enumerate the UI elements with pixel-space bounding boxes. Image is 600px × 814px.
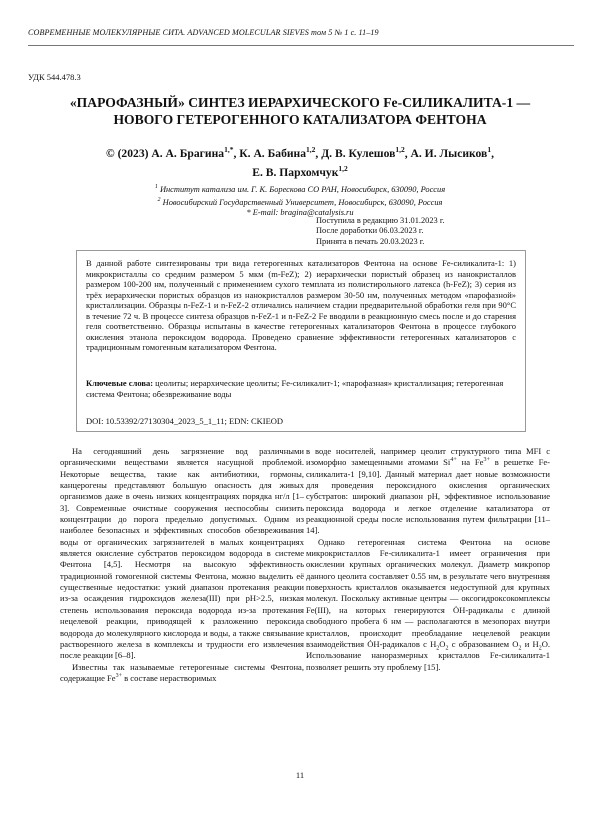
abstract-text: В данной работе синтезированы три вида гетерогенных катализаторов Фентона на основе Fe-силикалита-1: 1) микрокристаллы со средним размером 5 мкм (m-FeZ); 2) иерархически пористый образец из нанокристаллов размером 100-200 нм, полученный с применением сухого темплата из полистирольного латекса (h-FeZ); 3) серия из трёх иерархически пористых образцов из нанокристаллов размером 30-50 нм, полученных методом «парофазной» кристаллизации. Образцы n-FeZ-1 и n-FeZ-2 отличались наличием стадии предварительной обработки геля при 90°C в течение 72 ч. В процессе синтеза образцов n-FeZ-1 и n-FeZ-2 Fe вводили в реакционную смесь после и до старения геля соответственно. Образцы испытаны в качестве гетерогенных катализаторов Фентона в процессе глубокого окисления этанола пероксидом водорода. Проведено сравнение эффективности гетерогенных катализаторов с традиционным гомогенным катализатором Фентона. — [86, 258, 516, 353]
paragraph: На сегодняшний день загрязнение вод различными органическими веществами является насущной проблемой. Некоторые вещества, такие как антибиотики, гормоны, канцерогены представляют большую опасность для живых организмов даже в очень низких концентрациях порядка нг/л [1–3]. Современные очистные сооружения неспособны снизить концентрации до порога предельно допустимых. Одним из наиболее безопасных и эффективных способов обезвреживания воды от органических загрязнителей в малых концентрациях является окисление субстратов пероксидом водорода в системе Фентона [4,5]. Несмотря на высокую эффективность традиционной гомогенной системы Фентона, можно выделить её существенные недостатки: узкий диапазон протекания реакции из-за осаждения гидроксидов железа(III) при pH>2.5, низкая степень использования пероксида водорода из-за протекания нецелевой реакции, приводящей к разложению пероксида водорода до молекулярного кислорода и воды, а также связывание растворенного железа в комплексы и трудности его извлечения после реакции [6–8]. — [60, 446, 304, 661]
author-lysikov: , А. И. Лысиков — [404, 146, 488, 160]
author-comma: , — [491, 146, 494, 160]
author-sup: 1,2 — [395, 145, 405, 154]
subscript: 2 — [538, 645, 542, 652]
paragraph — [306, 446, 550, 537]
text-run: на Fe — [456, 457, 484, 468]
author-kuleshov: , Д. В. Кулешов — [315, 146, 396, 160]
article-dates — [316, 216, 516, 247]
date-received: Поступила в редакцию 31.01.2023 г. — [316, 216, 445, 225]
header-rule — [28, 45, 574, 46]
paragraph — [60, 662, 304, 685]
subscript: 2 — [445, 645, 449, 652]
page-number: 11 — [295, 770, 305, 780]
body-column-left — [60, 446, 304, 684]
keywords-text: цеолиты; иерархические цеолиты; Fe-силикалит-1; «парофазная» кристаллизация; гетерогенная система Фентона; обезвреживание воды — [86, 378, 504, 399]
author-sup: 1,2 — [306, 145, 316, 154]
affiliation-text: Новосибирский Государственный Университет, Новосибирск, 630090, Россия — [160, 197, 443, 207]
article-title: «ПАРОФАЗНЫЙ» СИНТЕЗ ИЕРАРХИЧЕСКОГО Fe-СИЛИКАЛИТА-1 — НОВОГО ГЕТЕРОГЕННОГО КАТАЛИЗАТОРА ФЕНТОНА — [69, 95, 531, 127]
author-parkhomchuk: Е. В. Пархомчук — [252, 165, 339, 179]
paragraph — [306, 537, 550, 673]
affiliations — [80, 182, 520, 218]
text-run: в воде носителей, например цеолит структурного типа MFI с изоморфно замещенными атомами Si — [306, 446, 550, 468]
keywords-label: Ключевые слова: — [86, 378, 154, 388]
superscript: 4+ — [450, 457, 457, 464]
affiliation-2 — [80, 195, 520, 208]
text-run: в решетке Fe-силикалита-1 [9,10]. Данный материал дает новые возможности для проведения пероксидного окисления органических субстратов: широкий диапазон pH, эффективное использование пероксида водорода и легкое отделение катализатора от реакционной среды после использования путем фильтрации [11–14]. — [306, 457, 550, 536]
udk-code: УДК 544.478.3 — [28, 72, 81, 82]
author-sup: 1 — [487, 145, 492, 154]
text-run: Известны так называемые гетерогенные системы Фентона, содержащие Fe — [60, 661, 304, 683]
superscript: 3+ — [115, 673, 122, 680]
affiliation-1 — [80, 182, 520, 195]
affiliation-number: 2 — [157, 197, 161, 203]
body-column-right — [306, 446, 550, 673]
author-sup: 1,2 — [338, 163, 348, 173]
text-run: O — [439, 638, 446, 649]
text-run: O. Использование наноразмерных кристаллов Fe-силикалита-1 позволяет решить эту проблему [15]. — [306, 638, 550, 672]
affiliation-number: 1 — [154, 184, 158, 190]
affiliation-text: Институт катализа им. Г. К. Борескова СО РАН, Новосибирск, 630090, Россия — [157, 184, 446, 194]
date-accepted: Принята в печать 20.03.2023 г. — [316, 236, 425, 246]
text-run: с образованием O — [448, 638, 519, 649]
superscript: 3+ — [483, 457, 490, 464]
text-run: в составе нерастворимых — [121, 672, 217, 683]
date-revised: После доработки 06.03.2023 г. — [316, 226, 424, 236]
subscript: 2 — [518, 645, 522, 652]
doi-line[interactable]: DOI: 10.53392/27130304_2023_5_1_11; EDN: CKIEOD — [86, 416, 284, 426]
author-babina: , К. А. Бабина — [233, 146, 307, 160]
running-header: СОВРЕМЕННЫЕ МОЛЕКУЛЯРНЫЕ СИТА. ADVANCED MOLECULAR SIEVES том 5 № 1 с. 11–19 — [28, 28, 379, 37]
author-list — [60, 142, 540, 180]
keywords — [86, 378, 516, 399]
author-sup: 1,* — [224, 145, 234, 154]
contact-email[interactable]: * E-mail: bragina@catalysis.ru — [246, 208, 354, 217]
author-bragina: © (2023) А. А. Брагина — [106, 146, 225, 160]
subscript: 2 — [436, 645, 440, 652]
text-run: и H — [521, 638, 539, 649]
text-run: Однако гетерогенная система Фентона на основе микрокристаллов Fe-силикалита-1 имеет ограничения при окислении крупных органических молекул. Диаметр микропор данного цеолита составляет 0.55 нм, в результате чего внутренняя поверхность кристаллов оказывается недоступной для крупных молекул. Поскольку активные центры — оксогидроксокомплексы Fe(III), на которых генерируются ȮH-радикалы с длиной свободного пробега 6 нм — располагаются в мезопорах внутри кристаллов, происходит преобладание нецелевой реакции взаимодействия ȮH-радикалов с H — [306, 536, 550, 649]
